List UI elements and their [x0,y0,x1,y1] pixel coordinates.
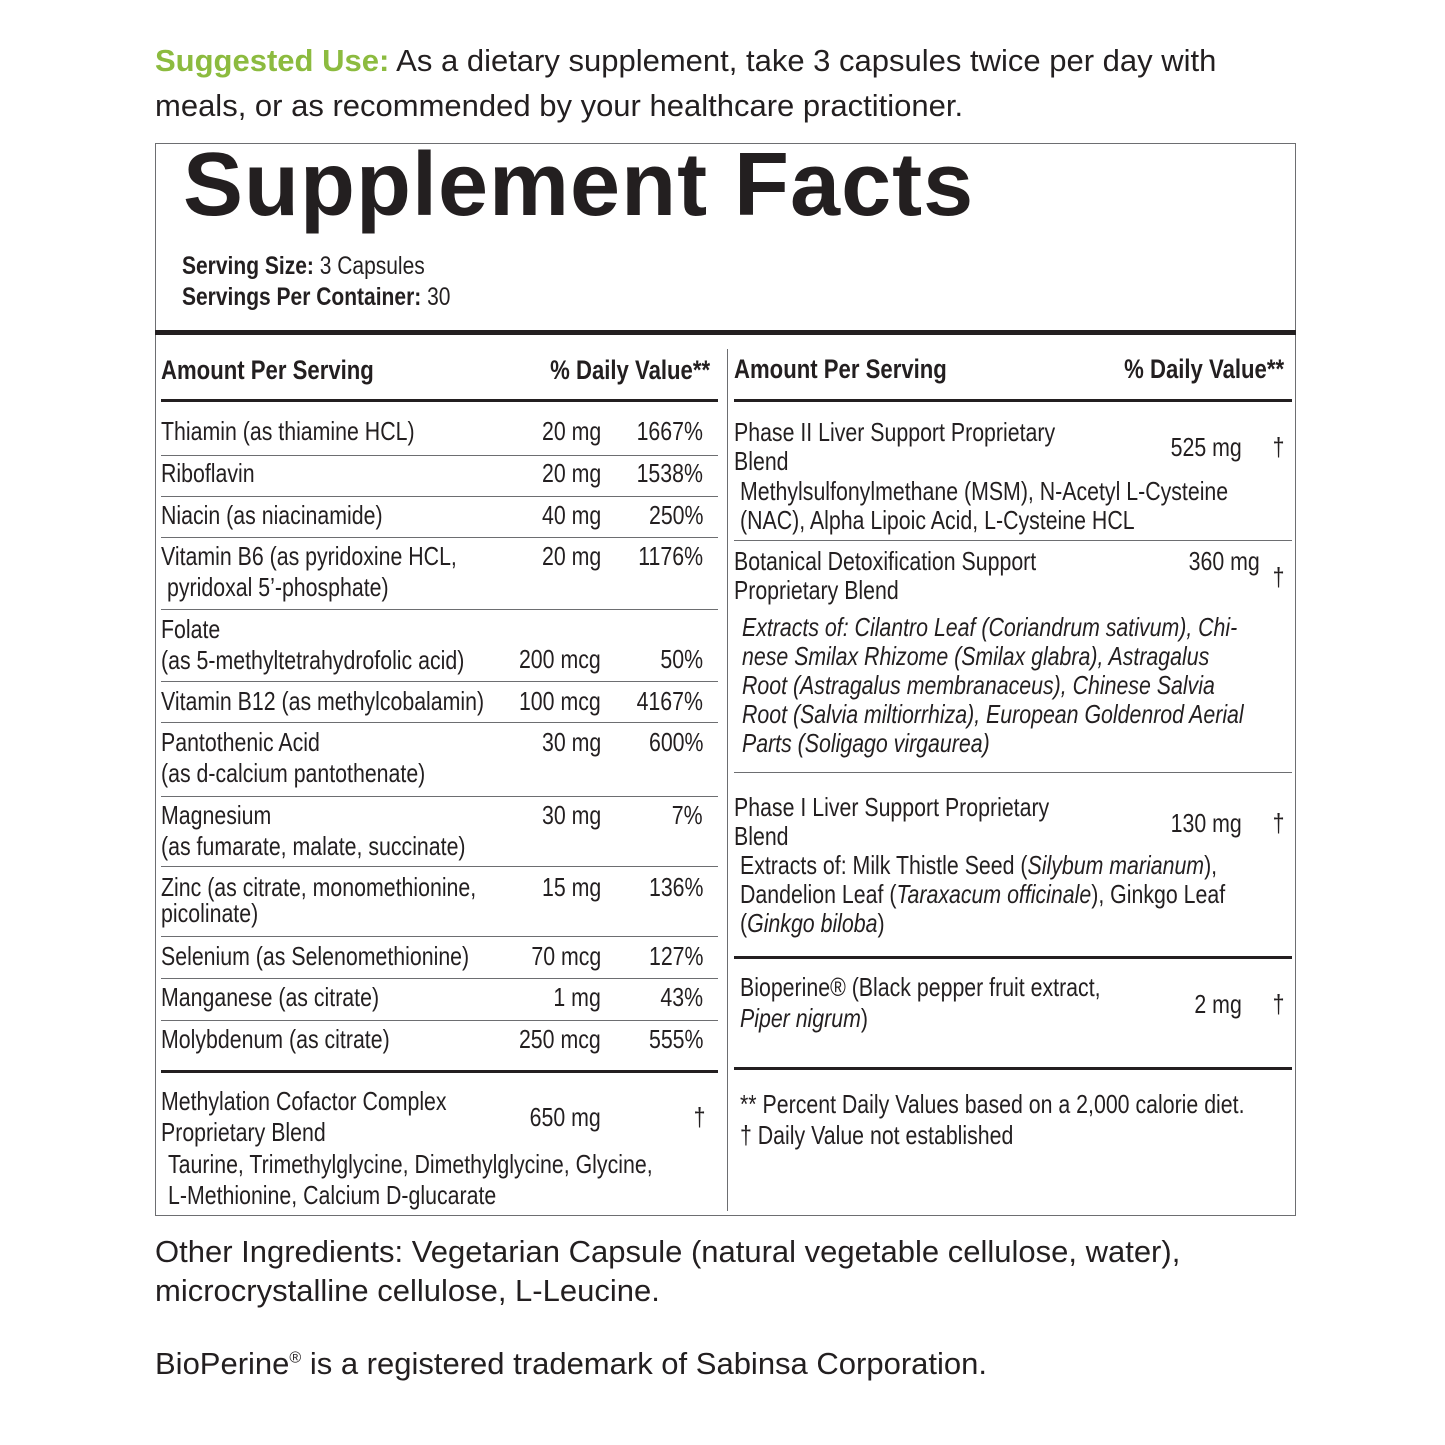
phase1-ing-text: ), Ginkgo Leaf [1091,879,1226,909]
other-ingredients-text: Vegetarian Capsule (natural vegetable cellulose, water), microcrystalline cellulose, L-Leucine. [155,1234,1181,1308]
nutrient-name: picolinate) [161,898,259,928]
servings-value: 30 [421,283,451,311]
bioperine-amount: 2 mg [1194,989,1242,1019]
nutrient-amount: 20 mg [541,458,601,488]
registered-mark: ® [289,1349,302,1367]
phase1-ing-latin: Ginkgo biloba [747,908,878,938]
phase1-ing-text: ) [877,908,885,938]
bioperine-name: Bioperine® (Black pepper fruit extract, [740,972,1101,1002]
botanical-dv: † [1272,562,1284,592]
nutrient-amount: 250 mcg [519,1024,601,1054]
nutrient-daily-value: 50% [660,644,703,674]
nutrient-name: pyridoxal 5’-phosphate) [167,572,389,602]
botanical-ingredient-line: Root (Astragalus membranaceus), Chinese Salvia [742,670,1215,700]
nutrient-daily-value: 136% [648,872,703,902]
nutrient-amount: 70 mcg [531,941,601,971]
phase1-ing-text: Extracts of: Milk Thistle Seed ( [740,850,1028,880]
row-divider [161,978,718,979]
right-amount-header: Amount Per Serving [734,354,947,384]
row-divider [161,936,718,937]
nutrient-amount: 20 mg [541,416,601,446]
right-blend-rule [734,956,1292,959]
nutrient-name: Pantothenic Acid [161,727,320,757]
nutrient-amount: 1 mg [553,982,601,1012]
phase2-amount: 525 mg [1170,432,1242,462]
nutrient-amount: 30 mg [541,800,601,830]
serving-size [182,252,425,281]
methylation-name: Methylation Cofactor Complex [161,1086,447,1116]
nutrient-daily-value: 250% [648,500,703,530]
other-ingredients [155,1232,1305,1310]
bioperine-paren: ) [860,1003,868,1033]
nutrient-daily-value: 43% [660,982,703,1012]
left-blend-rule [161,1070,718,1073]
row-divider [161,537,718,538]
row-divider [161,609,718,610]
row-divider [161,1020,718,1021]
phase2-ingredients-2: (NAC), Alpha Lipoic Acid, L-Cysteine HCL [740,505,1135,535]
row-divider [161,496,718,497]
nutrient-name: Niacin (as niacinamide) [161,500,383,530]
methylation-name-2: Proprietary Blend [161,1117,326,1147]
phase1-ing-text: ( [740,908,748,938]
botanical-amount: 360 mg [1188,546,1260,576]
servings-per-container [182,283,450,312]
nutrient-amount: 20 mg [541,541,601,571]
row-divider [161,796,718,797]
phase1-name: Phase I Liver Support Proprietary [734,792,1050,822]
nutrient-amount: 100 mcg [519,686,601,716]
supplement-facts-panel [155,135,1296,1216]
phase1-amount: 130 mg [1170,808,1242,838]
phase1-ingredients-2 [740,879,1225,909]
suggested-use-text: As a dietary supplement, take 3 capsules twice per day with meals, or as recommended by your healthcare practitioner. [155,43,1217,123]
methylation-ingredients-2: L-Methionine, Calcium D-glucarate [168,1180,497,1210]
botanical-ingredient-line: Extracts of: Cilantro Leaf (Coriandrum sativum), Chi- [742,612,1238,642]
other-ingredients-label: Other Ingredients: [155,1234,404,1269]
nutrient-name: Vitamin B12 (as methylcobalamin) [161,686,485,716]
nutrient-name: (as d-calcium pantothenate) [161,758,426,788]
phase1-ing-text: Dandelion Leaf ( [740,879,897,909]
phase2-name: Phase II Liver Support Proprietary [734,417,1056,447]
row-divider [161,722,718,723]
left-dv-header: % Daily Value** [550,355,710,385]
trademark-notice [155,1346,987,1382]
botanical-ingredient-line: Root (Salvia miltiorrhiza), European Goldenrod Aerial [742,699,1244,729]
left-header-rule [161,399,718,402]
servings-label: Servings Per Container: [182,283,422,311]
right-dv-header: % Daily Value** [1124,354,1284,384]
serving-size-value: 3 Capsules [313,252,425,280]
phase1-ing-latin: Silybum marianum [1027,850,1205,880]
nutrient-name: Zinc (as citrate, monomethionine, [161,872,477,902]
nutrient-name: Magnesium [161,800,272,830]
nutrient-daily-value: 1538% [636,458,703,488]
trademark-text: is a registered trademark of Sabinsa Corporation. [301,1346,988,1381]
nutrient-amount: 30 mg [541,727,601,757]
phase1-ingredients-3 [740,908,885,938]
phase2-name-2: Blend [734,446,789,476]
nutrient-daily-value: 1176% [638,541,703,571]
nutrient-daily-value: 555% [648,1024,703,1054]
nutrient-name: Folate [161,614,221,644]
nutrient-name: Manganese (as citrate) [161,982,380,1012]
right-header-rule [734,399,1292,402]
row-divider [734,772,1292,773]
nutrient-amount: 15 mg [541,872,601,902]
phase1-dv: † [1272,808,1284,838]
nutrient-daily-value: 4167% [636,686,703,716]
trademark-brand: BioPerine [155,1346,290,1381]
bioperine-latin: Piper nigrum [740,1003,861,1033]
phase1-ing-latin: Taraxacum officinale [896,879,1092,909]
nutrient-name: Molybdenum (as citrate) [161,1024,390,1054]
phase1-name-2: Blend [734,821,789,851]
left-amount-header: Amount Per Serving [161,355,374,385]
phase1-ingredients [740,850,1217,880]
row-divider [161,455,718,456]
methylation-amount: 650 mg [529,1102,601,1132]
nutrient-name: Thiamin (as thiamine HCL) [161,416,415,446]
nutrient-name: Vitamin B6 (as pyridoxine HCL, [161,541,457,571]
phase1-ing-text: ), [1204,850,1218,880]
nutrient-name: (as fumarate, malate, succinate) [161,831,466,861]
row-divider [161,681,718,682]
bioperine-dv: † [1272,989,1284,1019]
phase2-dv: † [1272,432,1284,462]
nutrient-name: (as 5-methyltetrahydrofolic acid) [161,645,465,675]
bioperine-name-2 [740,1003,868,1033]
botanical-name: Botanical Detoxification Support [734,546,1037,576]
suggested-use-label: Suggested Use: [155,43,390,78]
footnote-daily-value: ** Percent Daily Values based on a 2,000 calorie diet. [740,1089,1245,1119]
facts-title: Supplement Facts [183,135,975,235]
nutrient-daily-value: 1667% [636,416,703,446]
footnote-not-established: † Daily Value not established [740,1120,1014,1150]
botanical-name-2: Proprietary Blend [734,575,899,605]
suggested-use [155,38,1305,128]
serving-size-label: Serving Size: [182,252,314,280]
footnote-rule [734,1067,1292,1070]
phase2-ingredients: Methylsulfonylmethane (MSM), N-Acetyl L-Cysteine [740,476,1229,506]
header-divider [155,330,1296,335]
nutrient-daily-value: 600% [648,727,703,757]
row-divider [161,866,718,867]
nutrient-amount: 200 mcg [519,644,601,674]
row-divider [734,540,1292,541]
column-divider [727,349,728,1211]
methylation-ingredients: Taurine, Trimethylglycine, Dimethylglycine, Glycine, [168,1149,653,1179]
methylation-dv: † [693,1102,705,1132]
nutrient-daily-value: 127% [648,941,703,971]
nutrient-daily-value: 7% [672,800,703,830]
botanical-ingredient-line: nese Smilax Rhizome (Smilax glabra), Astragalus [742,641,1210,671]
nutrient-name: Riboflavin [161,458,255,488]
botanical-ingredient-line: Parts (Soligago virgaurea) [742,728,990,758]
nutrient-amount: 40 mg [541,500,601,530]
nutrient-name: Selenium (as Selenomethionine) [161,941,470,971]
